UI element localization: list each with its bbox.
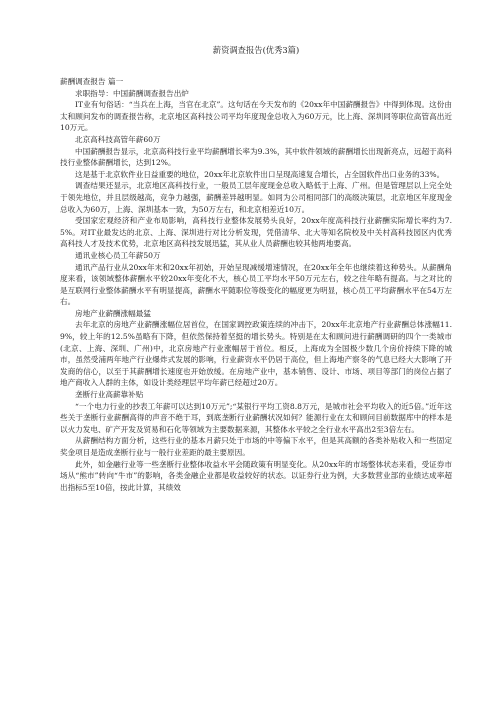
subheading-telecom: 通讯业核心员工年薪50万 [75,250,161,260]
subheading-monopoly: 垄断行业高薪靠补贴 [75,390,144,400]
section-title: 薪酬调查报告 篇一 [60,77,124,86]
subheading-beijing-hightech: 北京高科技高管年薪60万 [75,134,161,144]
paragraph: 此外，如金融行业等一些垄断行业整体收益水平会随政策有明显变化。从20xx年的市场整体状态来看，受证券市场从“熊市”转向“牛市”的影响，各类金融企业都是收益较好的状态。以证券行业为例，大多数营业部的业绩达成率超出指标5至10倍，按此计算，其绩效 [60,459,452,492]
paragraph: 中国薪酬报告显示，北京高科技行业平均薪酬增长率为9.3%，其中软件领域的薪酬增长出现新亮点，远超于高科技行业整体薪酬增长，达到12%。 [60,146,452,168]
subheading-job-guide: 求职指导：中国薪酬调查报告出炉 [75,88,189,98]
paragraph: 这是基于北京软件业日益重要的地位，20xx年北京软件出口呈现高速复合增长，占全国软件出口业务的33%。 [75,169,445,179]
paragraph: IT业有句俗话：“当兵在上海，当官在北京”。这句话在今天发布的《20xx年中国薪酬报告》中得到体现。这份由太和顾问发布的调查报告称，北京地区高科技公司平均年度现金总收入为60万元，比上海、深圳同等职位高管高出近10万元。 [60,100,452,133]
subheading-real-estate: 房地产业薪酬涨幅最猛 [75,308,151,318]
paragraph: “一个电力行业的抄表工年薪可以达到10万元”;“某银行平均工资8.8万元，是城市社会平均收入的近5倍。”近年这些关于垄断行业薪酬高得的声音不绝于耳，到底垄断行业薪酬状况如何？能源行业在太和顾问目前数据库中的样本是以火力发电、矿产开发及贸易和石化等领域为主要数据来源，其整体水平较之全行业水平高出2至3倍左右。 [60,401,452,434]
paragraph: 从薪酬结构方面分析，这些行业的基本月薪只处于市场的中等偏下水平，但是其高额的各类补贴收入和一些固定奖金项目是造成垄断行业与一般行业差距的最主要原因。 [60,436,452,457]
paragraph: 受国家宏观经济和产业布局影响，高科技行业整体发展势头良好，20xx年度高科技行业薪酬实际增长率约为7.5%。对IT业最发达的北京、上海、深圳进行对比分析发现，凭借清华、北大等知名院校及中关村高科技园区内优秀高科技人才及技术优势，北京地区高科技发展迅猛，其从业人员薪酬也较其他两地要高。 [60,216,452,249]
document-title: 薪资调查报告(优秀3篇) [212,45,300,55]
document-body [60,88,452,494]
paragraph: 调查结果还显示，北京地区高科技行业，一般员工层年度现金总收入略低于上海、广州。但是管理层以上完全处于领先地位，并且层级越高，竞争力越强，薪酬差异越明显。如同为公司相同部门的高级决策层，北京地区年度现金总收入为60万，上海、深圳基本一致，为50万左右，和北京相差近10万。 [60,181,452,214]
paragraph: 去年北京的房地产业薪酬涨幅位居首位，在国家调控政策连续的冲击下，20xx年北京地产行业薪酬总体涨幅11.9%，较上年的12.5%虽略有下降，但依然保持着坚挺的增长势头。特别是在太和顾问进行薪酬调研的四个一类城市(北京、上海、深圳、广州)中，北京房地产行业涨幅居于首位。相反，上海成为全国极少数几个房价持续下降的城市，虽然受浦两年地产行业爆炸式发展的影响，行业薪资水平仍居于高位，但上海地产察冬的气息已经大大影响了开发商的信心，以至于其薪酬增长速度也开始放缓。在房地产业中，基本销售、设计、市场、项目等部门的岗位占据了地产商收入人群的主体，如设计类经理层平均年薪已经超过20万。 [60,320,452,388]
paragraph: 通讯产品行业从20xx年末和20xx年初始，开始呈现减缓增速情况，在20xx年全年也继续着这种势头。从薪酬角度来看，该领域整体薪酬水平较20xx年变化不大，核心员工平均水平50万元左右，较之往年略有提高。与之对比的是互联网行业整体薪酬水平有明显提高，薪酬水平随职位等级变化的幅度更为明显，核心员工平均薪酬水平在54万左右。 [60,262,452,307]
